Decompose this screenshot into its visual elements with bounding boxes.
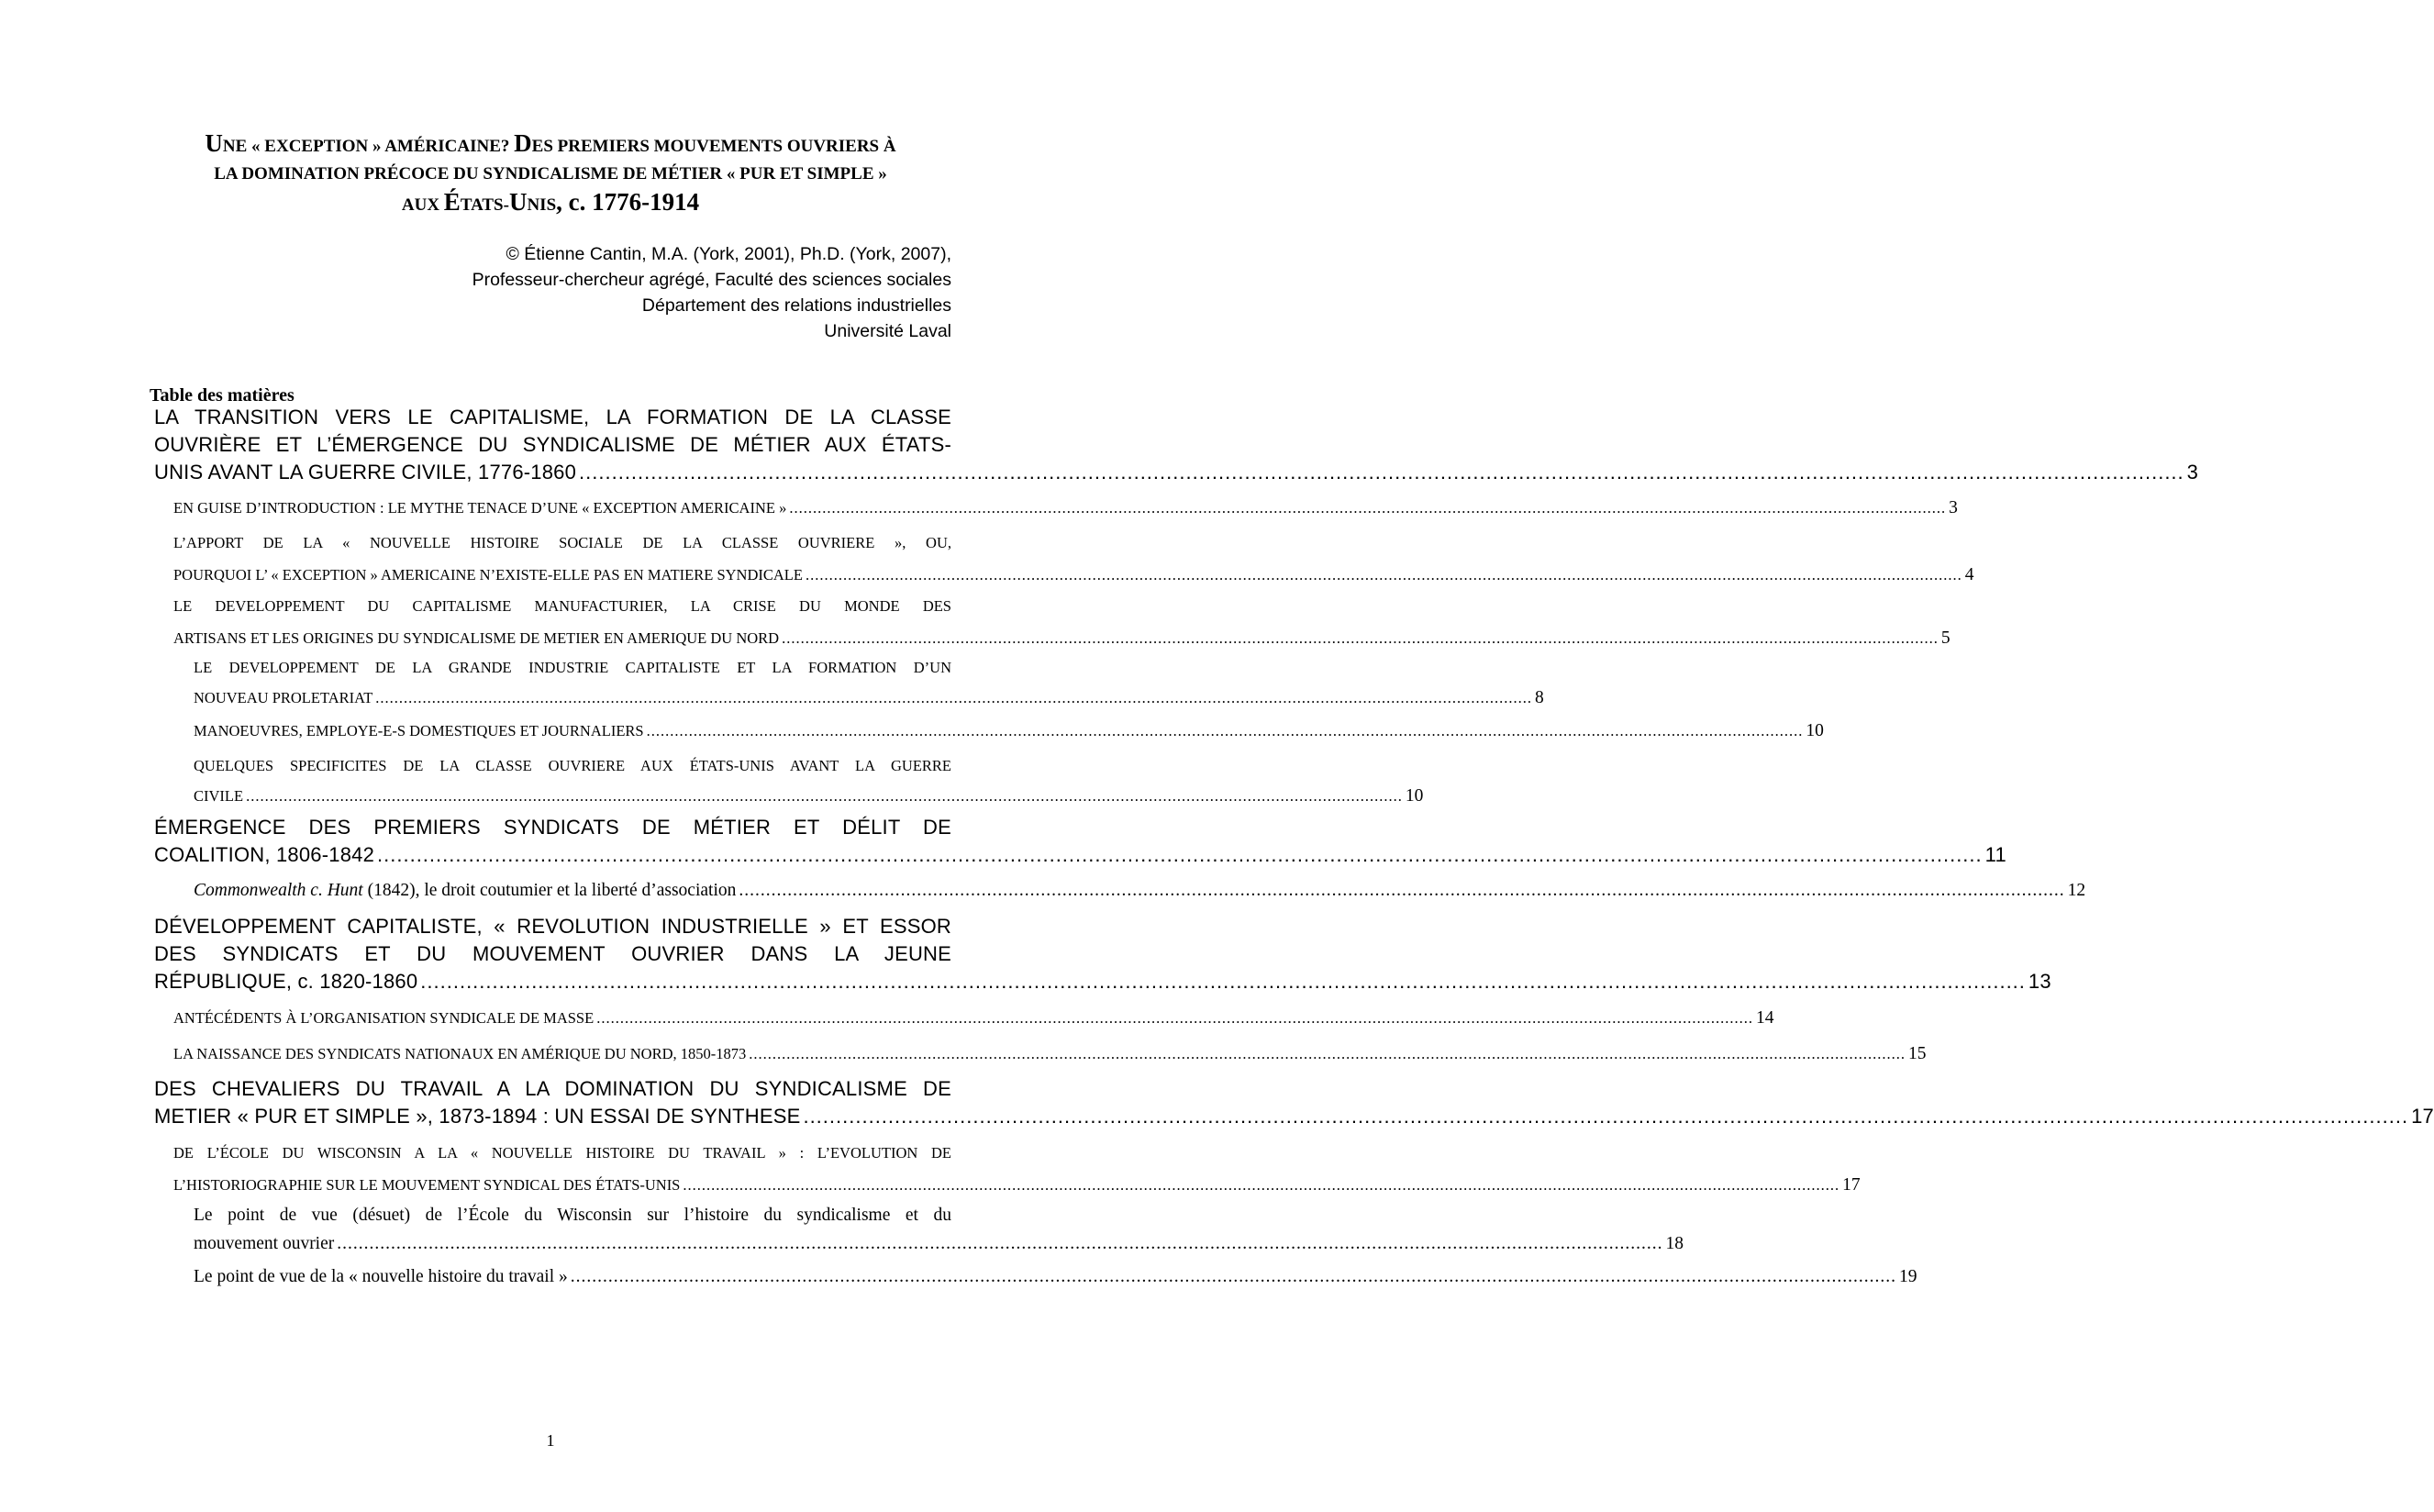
toc-entry-text: ANTÉCÉDENTS À L’ORGANISATION SYNDICALE DE MASSE — [173, 1009, 595, 1027]
toc-entry-text: EN GUISE D’INTRODUCTION : LE MYTHE TENACE D’UNE « EXCEPTION AMERICAINE » — [173, 499, 787, 517]
toc-entry-text: Le point de vue de la « nouvelle histoire du travail » — [194, 1267, 568, 1286]
toc-entry-text: OUVRIÈRE ET L’ÉMERGENCE DU SYNDICALISME DE MÉTIER AUX ÉTATS- — [154, 433, 951, 456]
toc-entry-text: (1842), le droit coutumier et la liberté d’association — [362, 881, 737, 900]
toc-entry-text: ÉMERGENCE DES PREMIERS SYNDICATS DE MÉTIER ET DÉLIT DE — [154, 816, 951, 839]
toc-page-number: 4 — [1964, 565, 1974, 584]
toc-entry-text: L’APPORT DE LA « NOUVELLE HISTOIRE SOCIALE DE LA CLASSE OUVRIERE », OU, — [173, 534, 951, 551]
document-title — [147, 129, 954, 219]
toc-entry[interactable] — [194, 750, 1424, 811]
toc-page-number: 8 — [1535, 688, 1544, 707]
toc-entry-text: MANOEUVRES, EMPLOYE-E-S DOMESTIQUES ET JOURNALIERS — [194, 722, 644, 739]
toc-entry-text: LE DEVELOPPEMENT DE LA GRANDE INDUSTRIE CAPITALISTE ET LA FORMATION D’UN — [194, 659, 951, 676]
toc-entry[interactable] — [173, 590, 1951, 654]
toc-entry[interactable] — [154, 1075, 2434, 1130]
dot-leader — [647, 716, 1804, 746]
dot-leader — [782, 622, 1939, 654]
toc-entry-text: LA NAISSANCE DES SYNDICATS NATIONAUX EN AMÉRIQUE DU NORD, 1850-1873 — [173, 1045, 747, 1062]
dot-leader — [749, 1038, 1906, 1070]
toc-entry[interactable] — [194, 1262, 1917, 1291]
toc-entry-text: NOUVEAU PROLETARIAT — [194, 689, 373, 706]
dot-leader — [337, 1229, 1662, 1258]
toc-entry-text: COALITION, 1806-1842 — [154, 843, 375, 866]
title-line-3: AUX ÉTATS-UNIS, c. 1776-1914 — [401, 188, 700, 216]
toc-entry-text: UNIS AVANT LA GUERRE CIVILE, 1776-1860 — [154, 461, 577, 484]
dot-leader — [739, 876, 2064, 905]
toc-entry[interactable] — [194, 652, 1544, 713]
toc-entry-text: Le point de vue (désuet) de l’École du Wisconsin sur l’histoire du syndicalisme et du — [194, 1206, 951, 1225]
author-name: © Étienne Cantin, M.A. (York, 2001), Ph.D. (York, 2007), — [506, 244, 951, 264]
toc-page-number: 17 — [2411, 1105, 2434, 1128]
toc-entry-text: CIVILE — [194, 787, 244, 805]
toc-entry-text: LA TRANSITION VERS LE CAPITALISME, LA FORMATION DE LA CLASSE — [154, 406, 951, 428]
toc-entry-text: METIER « PUR ET SIMPLE », 1873-1894 : UN ESSAI DE SYNTHESE — [154, 1105, 801, 1128]
toc-entry[interactable] — [194, 876, 2086, 905]
toc-entry[interactable] — [173, 1038, 1927, 1070]
toc-entry[interactable] — [173, 1137, 1861, 1201]
toc-page-number: 13 — [2028, 970, 2051, 993]
dot-leader — [683, 1169, 1839, 1201]
toc-entry[interactable] — [154, 913, 2051, 995]
toc-page-number: 3 — [2186, 461, 2199, 484]
toc-entry[interactable] — [173, 527, 1974, 591]
toc-page-number: 15 — [1908, 1044, 1927, 1063]
toc-page-number: 14 — [1755, 1008, 1774, 1028]
dot-leader — [789, 492, 1946, 524]
toc-entry-text: QUELQUES SPECIFICITES DE LA CLASSE OUVRIERE AUX ÉTATS-UNIS AVANT LA GUERRE — [194, 757, 951, 774]
toc-entry-text: POURQUOI L’ « EXCEPTION » AMERICAINE N’EXISTE-ELLE PAS EN MATIERE SYNDICALE — [173, 566, 803, 584]
dot-leader — [246, 781, 1403, 811]
dot-leader — [596, 1002, 1753, 1034]
toc-entry[interactable] — [173, 1002, 1774, 1034]
author-block — [472, 241, 951, 344]
dot-leader — [579, 459, 2184, 486]
title-line-1: UNE « EXCEPTION » AMÉRICAINE? DES PREMIERS MOUVEMENTS OUVRIERS À — [205, 129, 896, 157]
toc-page-number: 19 — [1899, 1267, 1917, 1286]
toc-page-number: 17 — [1842, 1175, 1861, 1195]
toc-page-number: 18 — [1665, 1234, 1684, 1253]
toc-entry-text: mouvement ouvrier — [194, 1234, 335, 1253]
toc-page-number: 5 — [1940, 628, 1951, 648]
toc-entry-text: RÉPUBLIQUE, c. 1820-1860 — [154, 970, 418, 993]
dot-leader — [571, 1262, 1896, 1291]
toc-page-number: 10 — [1405, 786, 1424, 806]
case-name: Commonwealth c. Hunt — [194, 881, 363, 900]
toc-entry-text: ARTISANS ET LES ORIGINES DU SYNDICALISME DE METIER EN AMERIQUE DU NORD — [173, 629, 780, 647]
dot-leader — [803, 1103, 2408, 1130]
toc-page-number: 3 — [1949, 498, 1958, 517]
toc-page-number: 12 — [2067, 881, 2086, 900]
dot-leader — [375, 683, 1532, 713]
toc-entry-text: L’HISTORIOGRAPHIE SUR LE MOUVEMENT SYNDICAL DES ÉTATS-UNIS — [173, 1176, 681, 1194]
toc-entry-text: DE L’ÉCOLE DU WISCONSIN A LA « NOUVELLE HISTOIRE DU TRAVAIL » : L’EVOLUTION DE — [173, 1144, 951, 1162]
toc-entry-text: DÉVELOPPEMENT CAPITALISTE, « REVOLUTION INDUSTRIELLE » ET ESSOR — [154, 915, 951, 938]
dot-leader — [806, 559, 1962, 591]
toc-entry[interactable] — [173, 492, 1958, 524]
title-line-2: LA DOMINATION PRÉCOCE DU SYNDICALISME DE MÉTIER « PUR ET SIMPLE » — [214, 164, 887, 183]
author-position: Professeur-chercheur agrégé, Faculté des sciences sociales — [472, 270, 951, 290]
page-number: 1 — [546, 1431, 555, 1450]
toc-page-number: 10 — [1806, 721, 1824, 740]
toc-entry[interactable] — [194, 1201, 1684, 1258]
author-university: Université Laval — [824, 321, 951, 341]
dot-leader — [420, 968, 2026, 995]
toc-page-number: 11 — [1984, 843, 2006, 866]
toc-entry-text: DES SYNDICATS ET DU MOUVEMENT OUVRIER DANS LA JEUNE — [154, 942, 951, 965]
toc-entry-text: LE DEVELOPPEMENT DU CAPITALISME MANUFACTURIER, LA CRISE DU MONDE DES — [173, 597, 951, 615]
toc-heading: Table des matières — [150, 385, 295, 406]
toc-entry-text: DES CHEVALIERS DU TRAVAIL A LA DOMINATION DU SYNDICALISME DE — [154, 1077, 951, 1100]
toc-entry[interactable] — [154, 404, 2199, 486]
toc-entry[interactable] — [194, 716, 1824, 746]
author-department: Département des relations industrielles — [641, 295, 951, 316]
toc-entry[interactable] — [154, 814, 2006, 869]
dot-leader — [377, 841, 1983, 869]
